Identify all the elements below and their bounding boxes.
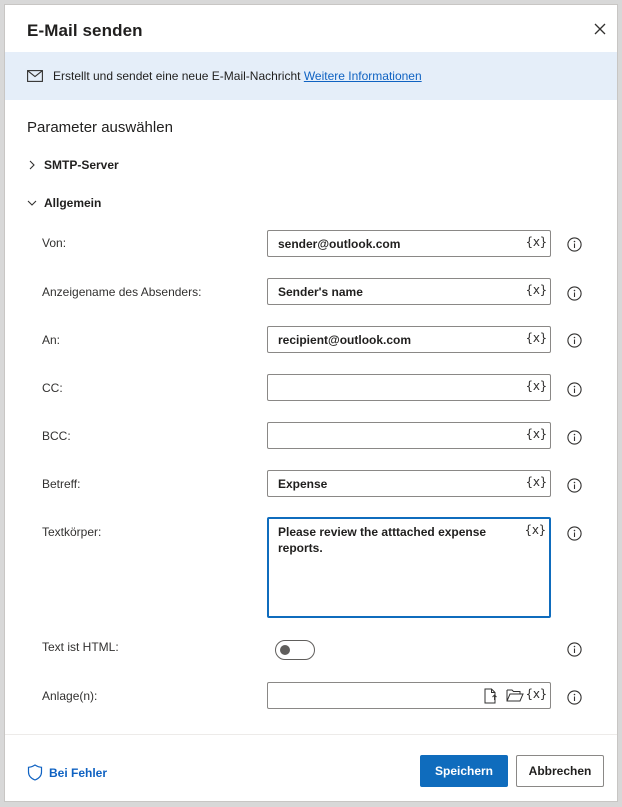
sender-name-field[interactable] (267, 278, 551, 305)
group-smtp-label: SMTP-Server (44, 158, 119, 172)
variable-button[interactable]: {x} (525, 235, 547, 249)
on-error-button[interactable] (27, 764, 107, 781)
on-error-label: Bei Fehler (49, 765, 108, 780)
variable-button[interactable]: {x} (525, 427, 547, 441)
group-general[interactable] (27, 196, 101, 210)
from-label: Von: (42, 236, 67, 250)
info-icon[interactable] (567, 478, 582, 493)
file-icon[interactable] (483, 688, 497, 704)
dialog-title: E-Mail senden (27, 21, 143, 40)
folder-open-icon[interactable] (506, 688, 524, 702)
bcc-label: BCC: (42, 429, 71, 443)
close-icon[interactable] (593, 22, 607, 36)
info-banner (5, 52, 617, 100)
cancel-button[interactable]: Abbrechen (516, 755, 604, 787)
cc-label: CC: (42, 381, 63, 395)
to-label: An: (42, 333, 61, 347)
variable-button[interactable]: {x} (524, 523, 546, 537)
info-icon[interactable] (567, 382, 582, 397)
send-email-dialog (4, 4, 618, 802)
sender-name-label: Anzeigename des Absenders: (42, 285, 202, 299)
variable-button[interactable]: {x} (525, 283, 547, 297)
chevron-right-icon (27, 160, 37, 170)
to-field[interactable] (267, 326, 551, 353)
attachments-field[interactable] (267, 682, 551, 709)
section-title: Parameter auswählen (27, 119, 173, 136)
info-icon[interactable] (567, 237, 582, 252)
variable-button[interactable]: {x} (525, 331, 547, 345)
group-general-label: Allgemein (44, 196, 102, 210)
info-icon[interactable] (567, 690, 582, 705)
body-textarea[interactable] (267, 517, 551, 618)
learn-more-link[interactable]: Weitere Informationen (303, 69, 422, 83)
info-icon[interactable] (567, 333, 582, 348)
from-field[interactable] (267, 230, 551, 257)
info-icon[interactable] (567, 642, 582, 657)
info-icon[interactable] (567, 286, 582, 301)
footer-divider (5, 734, 617, 735)
cc-field[interactable] (267, 374, 551, 401)
info-icon[interactable] (567, 526, 582, 541)
subject-label: Betreff: (42, 477, 81, 491)
group-smtp-server[interactable] (27, 158, 119, 172)
info-icon[interactable] (567, 430, 582, 445)
subject-field[interactable] (267, 470, 551, 497)
from-value: sender@outlook.com (278, 237, 401, 251)
save-button[interactable]: Speichern (420, 755, 508, 787)
sender-name-value: Sender's name (278, 285, 363, 299)
mail-icon (27, 70, 43, 82)
shield-icon (27, 764, 43, 781)
variable-button[interactable]: {x} (525, 475, 547, 489)
toggle-knob (280, 645, 290, 655)
body-value: Please review the atttached expense reports. (278, 525, 487, 555)
chevron-down-icon (27, 198, 37, 208)
is-html-toggle[interactable] (275, 640, 315, 660)
bcc-field[interactable] (267, 422, 551, 449)
to-value: recipient@outlook.com (278, 333, 412, 347)
subject-value: Expense (278, 477, 328, 491)
is-html-label: Text ist HTML: (42, 640, 119, 654)
banner-text: Erstellt und sendet eine neue E-Mail-Nachricht (53, 69, 301, 83)
body-label: Textkörper: (42, 525, 102, 539)
variable-button[interactable]: {x} (525, 687, 547, 701)
variable-button[interactable]: {x} (525, 379, 547, 393)
attachments-label: Anlage(n): (42, 689, 98, 703)
banner-text-row (53, 69, 422, 83)
